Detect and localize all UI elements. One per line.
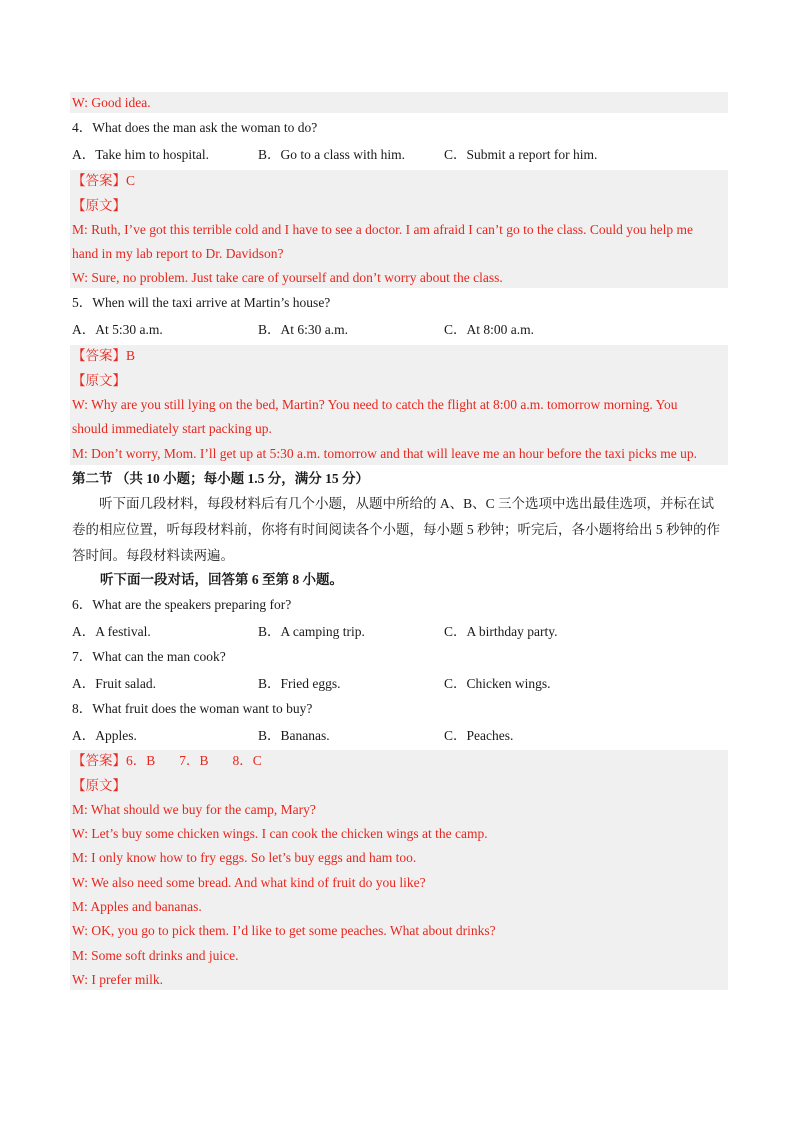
q5-answer [72,345,135,367]
q7-option-b: B．Fried eggs. [258,676,341,691]
transcript-line: W: Good idea. [72,95,151,110]
transcript-line: M: Some soft drinks and juice. [72,948,239,963]
answer-value: C [126,173,136,188]
transcript-line: W: OK, you go to pick them. I’d like to get some peaches. What about drinks? [72,923,496,938]
section-2-instruction: 听下面几段材料，每段材料后有几个小题，从题中所给的 A、B、C 三个选项中选出最佳选项，并标在试卷的相应位置，听每段材料前，你将有时间阅读各个小题，每小题 5 秒钟；听完后，各小题将给出 5 秒钟的作答时间。每段材料读两遍。 [72,496,720,563]
q8-option-c: C．Peaches. [444,728,514,743]
q8-option-b: B．Bananas. [258,728,330,743]
q4-option-a: A．Take him to hospital. [72,147,210,162]
transcript-line: W: Let’s buy some chicken wings. I can cook the chicken wings at the camp. [72,826,488,841]
transcript-line: M: What should we buy for the camp, Mary? [72,802,316,817]
q5-transcript-label: 【原文】 [72,373,126,388]
transcript-line: W: We also need some bread. And what kind of fruit do you like? [72,875,426,890]
question-5: 5．When will the taxi arrive at Martin’s house? [72,295,331,310]
q4-option-b: B．Go to a class with him. [258,147,405,162]
answer-8: 8．C [232,753,262,768]
answer-label: 【答案】 [72,173,126,188]
q6-option-c: C．A birthday party. [444,624,558,639]
q5-option-b: B．At 6:30 a.m. [258,322,348,337]
transcript-line: M: Don’t worry, Mom. I’ll get up at 5:30 a.m. tomorrow and that will leave me an hour before the taxi picks me up. [72,446,697,461]
q5-option-a: A．At 5:30 a.m. [72,322,163,337]
section-2-subheading: 听下面一段对话，回答第 6 至第 8 小题。 [100,572,343,587]
q8-option-a: A．Apples. [72,728,137,743]
q7-option-c: C．Chicken wings. [444,676,551,691]
q6-8-transcript-label: 【原文】 [72,778,126,793]
q6-8-answer [72,750,262,772]
transcript-box-prev [70,92,728,113]
q7-option-a: A．Fruit salad. [72,676,156,691]
answer-value: B [126,348,136,363]
question-6: 6．What are the speakers preparing for? [72,597,292,612]
answer-label: 【答案】 [72,753,126,768]
transcript-line: hand in my lab report to Dr. Davidson? [72,246,284,261]
transcript-line: M: Ruth, I’ve got this terrible cold and I have to see a doctor. I am afraid I can’t go to the class. Could you help me [72,222,693,237]
q6-option-a: A．A festival. [72,624,151,639]
question-8: 8．What fruit does the woman want to buy? [72,701,313,716]
transcript-line: M: I only know how to fry eggs. So let’s buy eggs and ham too. [72,850,417,865]
q4-transcript-label: 【原文】 [72,198,126,213]
answer-6: 6．B [126,753,156,768]
answer-7: 7．B [179,753,209,768]
q4-answer [72,170,135,192]
transcript-line: M: Apples and bananas. [72,899,202,914]
question-7: 7．What can the man cook? [72,649,226,664]
answer-label: 【答案】 [72,348,126,363]
transcript-line: W: Why are you still lying on the bed, Martin? You need to catch the flight at 8:00 a.m. tomorrow morning. You [72,397,678,412]
transcript-line: W: Sure, no problem. Just take care of yourself and don’t worry about the class. [72,270,503,285]
transcript-line: W: I prefer milk. [72,972,163,987]
transcript-line: should immediately start packing up. [72,421,272,436]
q4-option-c: C．Submit a report for him. [444,147,598,162]
q6-option-b: B．A camping trip. [258,624,365,639]
section-2-heading: 第二节 （共 10 小题；每小题 1.5 分，满分 15 分） [72,471,369,486]
q5-option-c: C．At 8:00 a.m. [444,322,534,337]
question-4: 4．What does the man ask the woman to do? [72,120,318,135]
